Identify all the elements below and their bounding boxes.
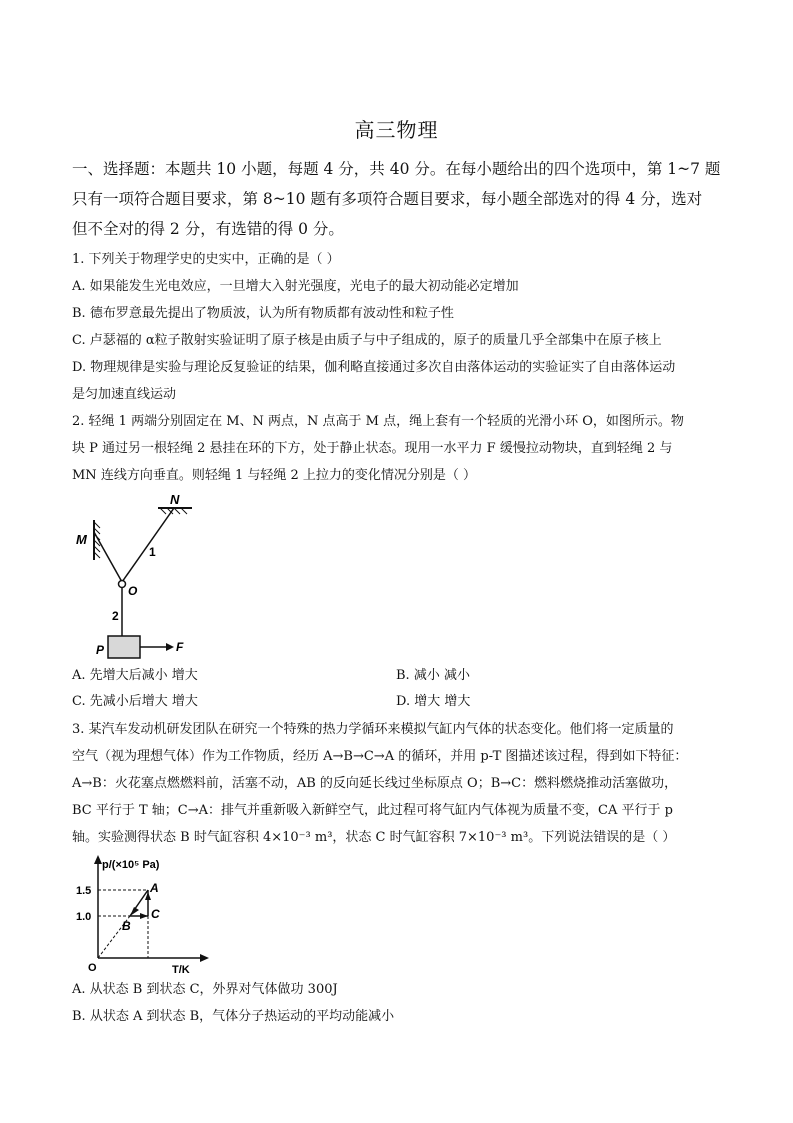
question-stem-line: A→B：火花塞点燃燃料前，活塞不动，AB 的反向延长线过坐标原点 O；B→C：燃料燃烧推动活塞做功，	[72, 776, 678, 791]
x-axis-label: T/K	[172, 964, 190, 976]
y-axis-label: p/(×10⁵ Pa)	[102, 859, 160, 871]
section-heading-line: 只有一项符合题目要求，第 8~10 题有多项符合题目要求，每小题全部选对的得 4 分，选对	[72, 190, 703, 208]
point-c-label: C	[151, 907, 160, 921]
question-1	[72, 246, 732, 408]
question-2	[72, 408, 732, 489]
tick-1-5: 1.5	[76, 885, 92, 897]
question-stem: 1. 下列关于物理学史的史实中，正确的是（ ）	[72, 252, 340, 267]
label-o: O	[128, 584, 138, 598]
question-stem-line: 块 P 通过另一根轻绳 2 悬挂在环的下方，处于静止状态。现用一水平力 F 缓慢拉动物块，直到轻绳 2 与	[72, 441, 673, 456]
q3-option-a: A. 从状态 B 到状态 C，外界对气体做功 300J	[72, 982, 338, 997]
label-f: F	[176, 640, 184, 654]
q2-option-b: B. 减小 减小	[396, 668, 470, 683]
label-p: P	[96, 643, 105, 657]
question-stem-line: 3. 某汽车发动机研发团队在研究一个特殊的热力学循环来模拟气缸内气体的状态变化。他们将一定质量的	[72, 722, 674, 737]
question-stem-line: BC 平行于 T 轴；C→A：排气并重新吸入新鲜空气，此过程可将气缸内气体视为质量不变，CA 平行于 p	[72, 803, 673, 818]
point-b-label: B	[122, 919, 131, 933]
origin-label: O	[88, 962, 97, 974]
label-m: M	[76, 532, 87, 547]
question-stem-line: MN 连线方向垂直。则轻绳 1 与轻绳 2 上拉力的变化情况分别是（ ）	[72, 468, 477, 483]
question-stem-line: 轴。实验测得状态 B 时气缸容积 4×10⁻³ m³，状态 C 时气缸容积 7×10⁻³ m³。下列说法错误的是（ ）	[72, 830, 676, 845]
question-stem-line: 空气（视为理想气体）作为工作物质，经历 A→B→C→A 的循环，并用 p-T 图描述该过程，得到如下特征：	[72, 749, 688, 764]
option-d: D. 物理规律是实验与理论反复验证的结果，伽利略直接通过多次自由落体运动的实验证实了自由落体运动	[72, 360, 676, 375]
option-b: B. 德布罗意最先提出了物质波，认为所有物质都有波动性和粒子性	[72, 306, 454, 321]
q2-option-d: D. 增大 增大	[396, 694, 471, 709]
label-rope-1: 1	[149, 545, 156, 559]
label-n: N	[170, 492, 180, 507]
section-heading	[72, 154, 722, 244]
block-p	[108, 636, 140, 658]
label-rope-2: 2	[112, 609, 119, 623]
point-a-label: A	[150, 881, 159, 895]
option-c: C. 卢瑟福的 α粒子散射实验证明了原子核是由质子与中子组成的，原子的质量几乎全部集中在原子核上	[72, 333, 662, 348]
question-stem-line: 2. 轻绳 1 两端分别固定在 M、N 两点，N 点高于 M 点，绳上套有一个轻质的光滑小环 O，如图所示。物	[72, 414, 684, 429]
q3-option-b: B. 从状态 A 到状态 B，气体分子热运动的平均动能减小	[72, 1009, 395, 1024]
tick-1-0: 1.0	[76, 911, 92, 923]
question-3	[72, 716, 732, 851]
section-heading-line: 但不全对的得 2 分，有选错的得 0 分。	[72, 220, 344, 238]
p-t-graph	[76, 852, 214, 976]
option-d-continued: 是匀加速直线运动	[72, 387, 177, 402]
page-title: 高三物理	[354, 118, 439, 142]
q2-option-c: C. 先减小后增大 增大	[72, 694, 198, 709]
section-heading-line: 一、选择题：本题共 10 小题，每题 4 分，共 40 分。在每小题给出的四个选项中，第 1~7 题	[72, 160, 721, 178]
rope-ring-figure	[70, 492, 210, 662]
option-a: A. 如果能发生光电效应，一旦增大入射光强度，光电子的最大初动能必定增加	[72, 279, 519, 294]
q2-option-a: A. 先增大后减小 增大	[72, 668, 198, 683]
